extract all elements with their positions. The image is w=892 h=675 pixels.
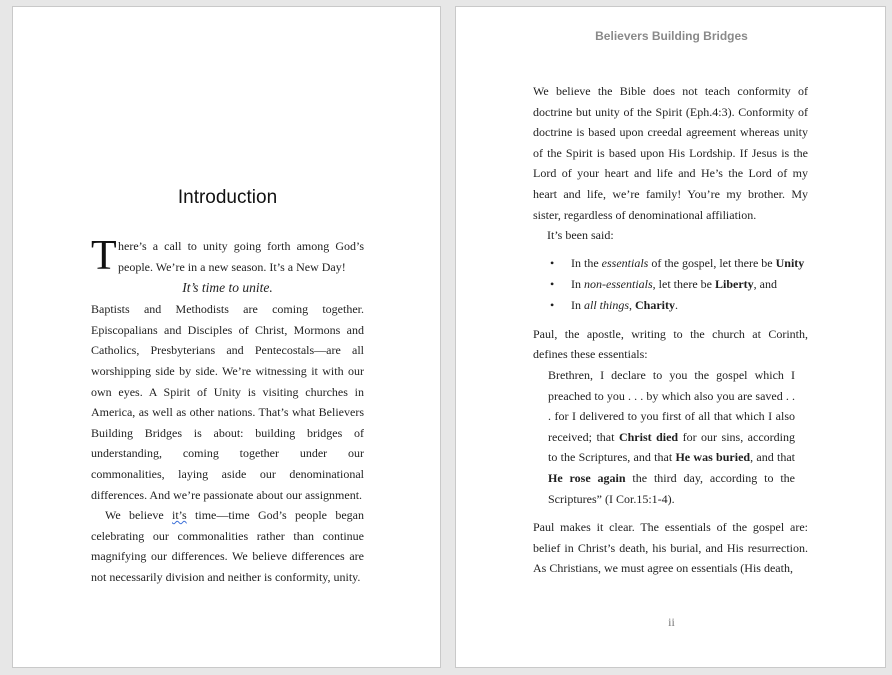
spellcheck-flagged-word[interactable]: it’s [172, 508, 187, 523]
bullet-italic: all things [584, 297, 630, 312]
bullet-bold: Charity [635, 297, 676, 312]
bullet-text: In the [571, 255, 602, 270]
its-been-said: It’s been said: [547, 228, 614, 243]
opening-paragraph-text: here’s a call to unity going forth among God’s people. We’re in a new season. It’s a New Day! [118, 239, 364, 274]
bullet-item-charity [533, 295, 808, 316]
bullet-text: , [629, 297, 636, 312]
bullet-text: In [571, 297, 584, 312]
opening-paragraph [91, 233, 364, 279]
quote-bold: Christ died [618, 429, 679, 444]
italic-callout: It’s time to unite. [182, 280, 273, 296]
bullet-italic: non-essentials [584, 276, 653, 291]
bullet-text: , and [753, 276, 777, 291]
page-number: ii [668, 615, 675, 629]
bullet-text: , let there be [652, 276, 715, 291]
quote-text: Brethren, I declare to you the gospel which I preached to you . . . by which also you are saved . . . for I delivered to you first of all that which I also received; that [548, 367, 795, 444]
quote-bold: He was buried [675, 450, 751, 465]
quote-text: for our sins, according to the Scriptures, and that [548, 429, 795, 465]
paragraph-we-believe-start: We believe [105, 508, 173, 523]
bullet-text: . [675, 297, 679, 312]
left-page [12, 6, 441, 668]
bullet-list [533, 253, 808, 316]
quote-text: , and that [750, 450, 795, 465]
paragraph-essentials: Paul makes it clear. The essentials of the gospel are: belief in Christ’s death, his burial, and His resurrection. As Christians, we must agree on essentials (His death, [533, 520, 808, 576]
drop-cap-letter: T [91, 233, 117, 279]
bullet-marker: • [550, 255, 555, 270]
right-page [455, 6, 886, 668]
paragraph-paul-apostle: Paul, the apostle, writing to the church at Corinth, defines these essentials: [533, 326, 808, 362]
quote-bold: He rose again [548, 470, 626, 485]
bullet-text: of the gospel, let there be [648, 255, 776, 270]
paragraph-baptists: Baptists and Methodists are coming together. Episcopalians and Disciples of Christ, Mormons and Catholics, Presbyterians and Pentecostals—are all worshipping side by side. We’re witnessing it with our own eyes. A Spirit of Unity is visiting churches in America, as well as other nations. That’s what Believers Building Bridges is about: building bridges of understanding, coming together under our commonalities, laying aside our denominational differences. And we’re passionate about our assignment. [91, 302, 364, 502]
bullet-marker: • [550, 297, 555, 312]
bullet-bold: Liberty [714, 276, 754, 291]
bullet-italic: essentials [601, 255, 649, 270]
quote-text: the third day, according to the Scriptures” (I Cor.15:1-4). [548, 470, 795, 506]
bullet-item-unity [533, 253, 808, 274]
bullet-item-liberty [533, 274, 808, 295]
left-body-text [91, 233, 364, 588]
chapter-title: Introduction [177, 187, 278, 208]
right-body-text [533, 81, 808, 579]
paragraph-we-believe [91, 505, 364, 587]
bullet-bold: Unity [775, 255, 805, 270]
bullet-marker: • [550, 276, 555, 291]
paragraph-we-believe-rest: time—time God’s people began celebrating our commonalities rather than continue magnifying our differences. We believe differences are not necessarily division and neither is conformity, unity. [91, 508, 364, 584]
scripture-quote [533, 365, 808, 509]
page-header: Believers Building Bridges [595, 29, 748, 43]
paragraph-conformity: We believe the Bible does not teach conformity of doctrine but unity of the Spirit (Eph.4:3). Conformity of doctrine is based upon creedal agreement whereas unity of the Spirit is based upon His Lordship. If Jesus is the Lord of your heart and life and He’s the Lord of my heart and life, we’re family! You’re my brother. My sister, regardless of denominational affiliation. [533, 84, 808, 222]
bullet-text: In [571, 276, 584, 291]
